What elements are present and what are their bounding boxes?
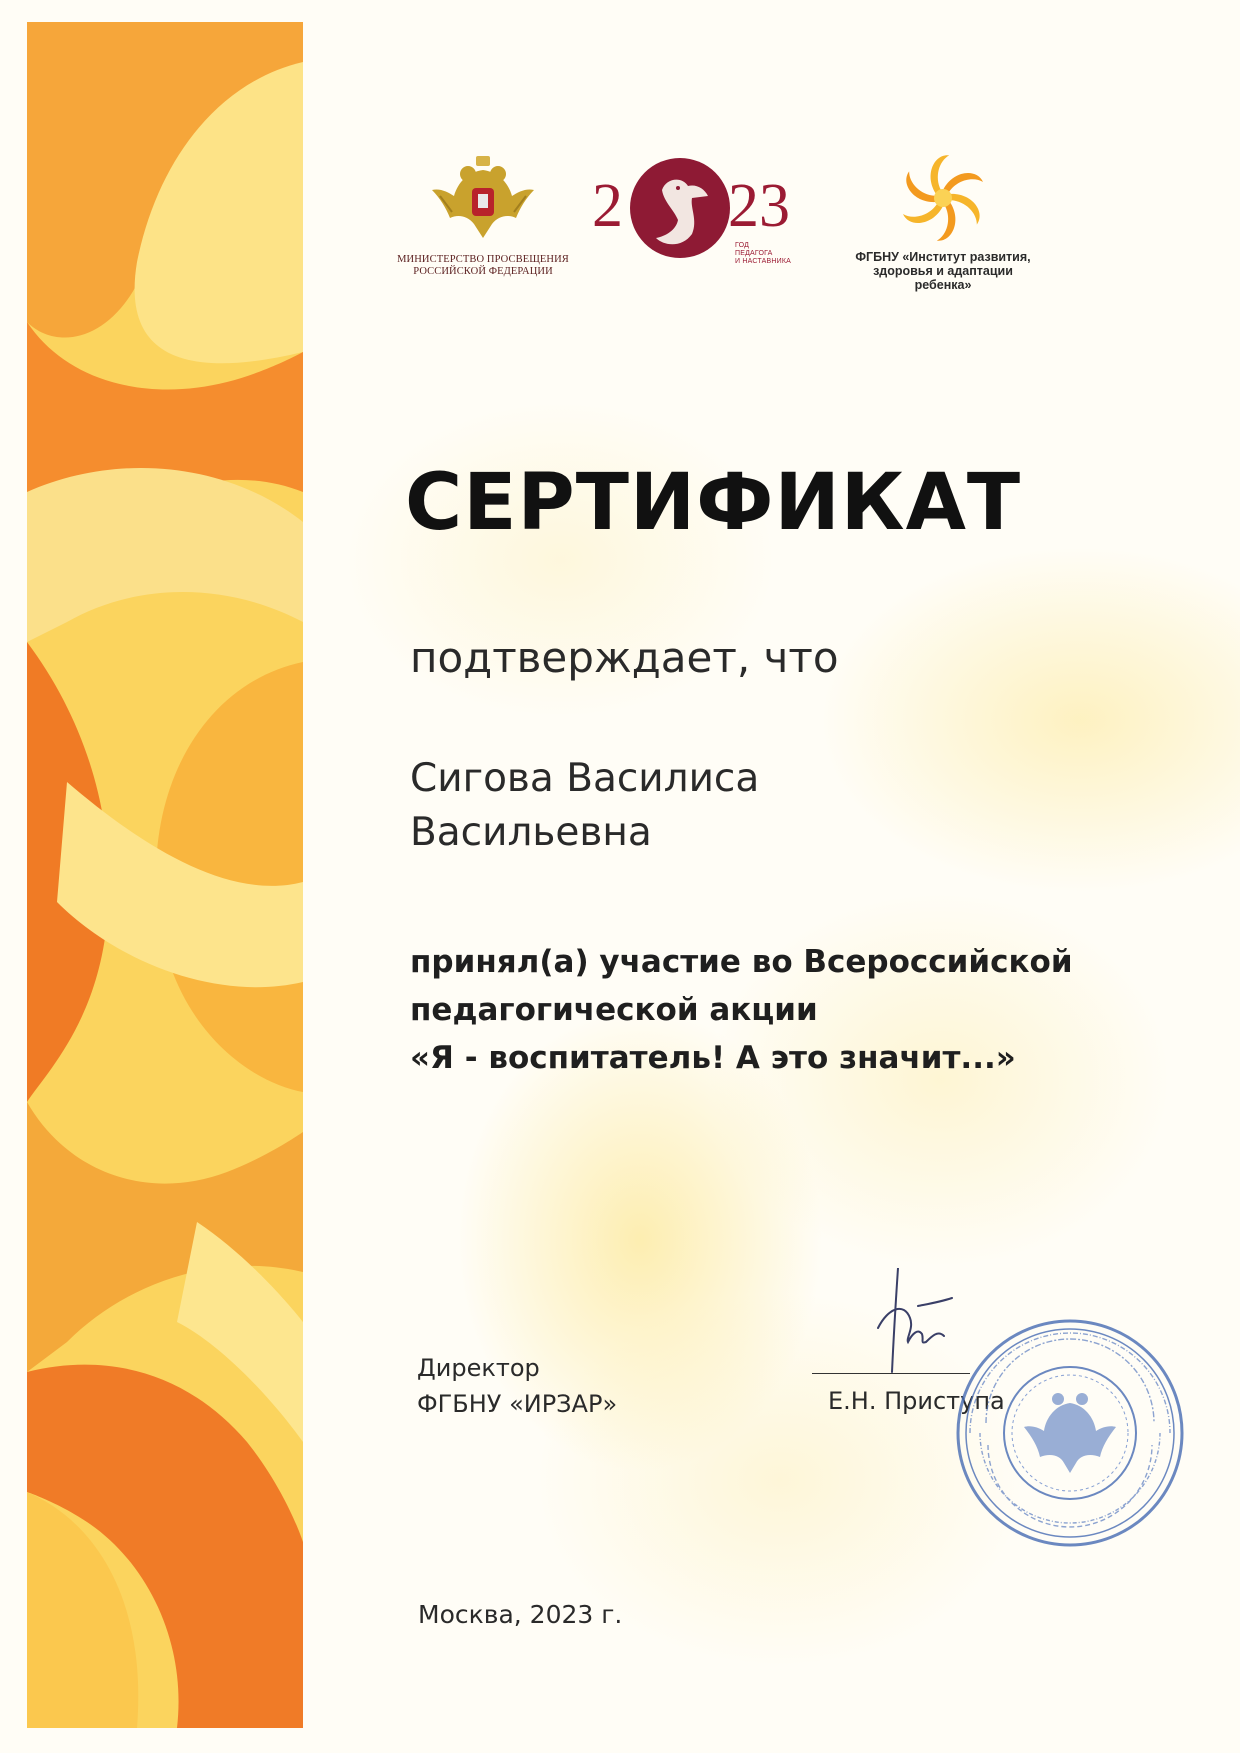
place-and-year: Москва, 2023 г. [418, 1600, 623, 1629]
participation-line-1: принял(а) участие во Всероссийской [410, 944, 1073, 980]
signatory-position-line-1: Директор [417, 1354, 540, 1382]
ministry-caption: МИНИСТЕРСТВО ПРОСВЕЩЕНИЯ РОССИЙСКОЙ ФЕДЕРАЦИИ [397, 254, 569, 277]
signatory-name: Е.Н. Приступа [828, 1387, 1005, 1415]
decorative-side-band [27, 22, 303, 1728]
participation-line-2: педагогической акции [410, 992, 818, 1028]
orange-swirl-flower-icon [893, 150, 993, 246]
svg-text:23: 23 [728, 172, 790, 240]
institute-caption: ФГБНУ «Институт развития, здоровья и адаптации ребенка» [855, 250, 1031, 292]
svg-text:2: 2 [592, 172, 623, 240]
signatory-position [417, 1350, 617, 1422]
year-caption: ГОД ПЕДАГОГА И НАСТАВНИКА [735, 242, 791, 265]
confirm-text: подтверждает, что [410, 633, 839, 682]
recipient-name-line-2: Васильевна [410, 810, 652, 855]
year-of-teacher-logo [592, 150, 812, 272]
ministry-logo [388, 152, 578, 278]
signatory-position-line-2: ФГБНУ «ИРЗАР» [417, 1390, 618, 1418]
certificate-title: СЕРТИФИКАТ [405, 458, 1022, 548]
participation-text [410, 938, 1073, 1082]
institute-logo [838, 150, 1048, 292]
official-stamp-icon [950, 1313, 1190, 1553]
participation-line-3: «Я - воспитатель! А это значит...» [410, 1040, 1016, 1076]
signature-line [812, 1373, 970, 1374]
double-headed-eagle-icon [428, 152, 538, 248]
recipient-name-line-1: Сигова Василиса [410, 756, 760, 801]
swirl-pattern-icon [27, 22, 303, 1728]
recipient-name [410, 752, 759, 860]
